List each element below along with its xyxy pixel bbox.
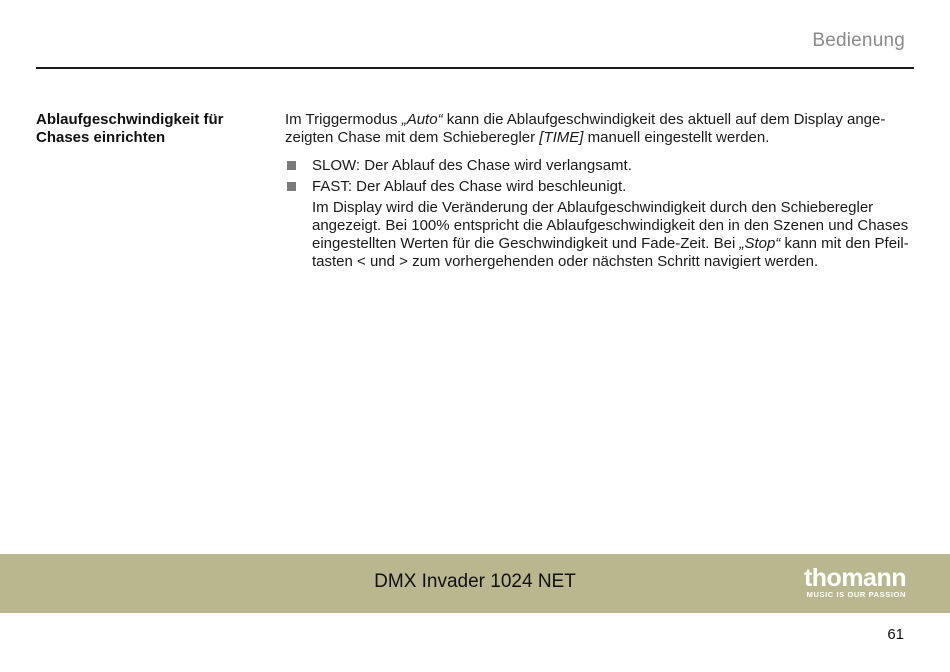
section-heading: Ablaufgeschwindigkeit für Chases einrichten — [36, 111, 224, 146]
square-bullet-icon — [287, 161, 296, 170]
intro-paragraph — [285, 111, 915, 147]
logo-wordmark: thomann — [803, 564, 906, 592]
intro-text-3: manuell eingestellt werden. — [583, 129, 770, 146]
logo-tagline: MUSIC IS OUR PASSION — [806, 590, 906, 599]
mode-auto-label: „Auto“ — [401, 111, 443, 128]
note-text-1: Im Display wird die Veränderung der Ablaufgeschwindigkeit durch den Schieberegler angezeigt. Bei 100% entspricht die Ablaufgeschwindigkeit den in den Szenen und Chases eingestellten Werten für die Geschwindigkeit und Fade-Zeit. Bei — [312, 199, 909, 252]
square-bullet-icon — [287, 182, 296, 191]
bullet-list — [285, 157, 915, 196]
note-text-2: kann mit den Pfeiltasten < und > zum vorhergehenden oder nächsten Schritt navigiert werden. — [312, 235, 909, 270]
footer-band — [0, 554, 950, 613]
mode-stop-label: „Stop“ — [739, 235, 781, 252]
intro-text-2: kann die Ablaufgeschwindigkeit des aktuell auf dem Display angezeigten Chase mit dem Schieberegler — [285, 111, 886, 146]
bullet-text: FAST: Der Ablauf des Chase wird beschleunigt. — [312, 178, 627, 195]
intro-text-1: Im Triggermodus — [285, 111, 402, 128]
bullet-item-fast — [285, 178, 915, 196]
page-number: 61 — [887, 626, 904, 643]
slider-name-label: [TIME] — [539, 129, 584, 146]
bullet-item-slow — [285, 157, 915, 175]
footer-product-name: DMX Invader 1024 NET — [374, 571, 576, 592]
section-body — [285, 111, 915, 271]
header-section-title: Bedienung — [812, 30, 905, 51]
bullet-text: SLOW: Der Ablauf des Chase wird verlangsamt. — [312, 157, 632, 174]
note-paragraph — [285, 199, 915, 271]
header-divider — [36, 67, 914, 69]
thomann-logo — [790, 566, 906, 602]
